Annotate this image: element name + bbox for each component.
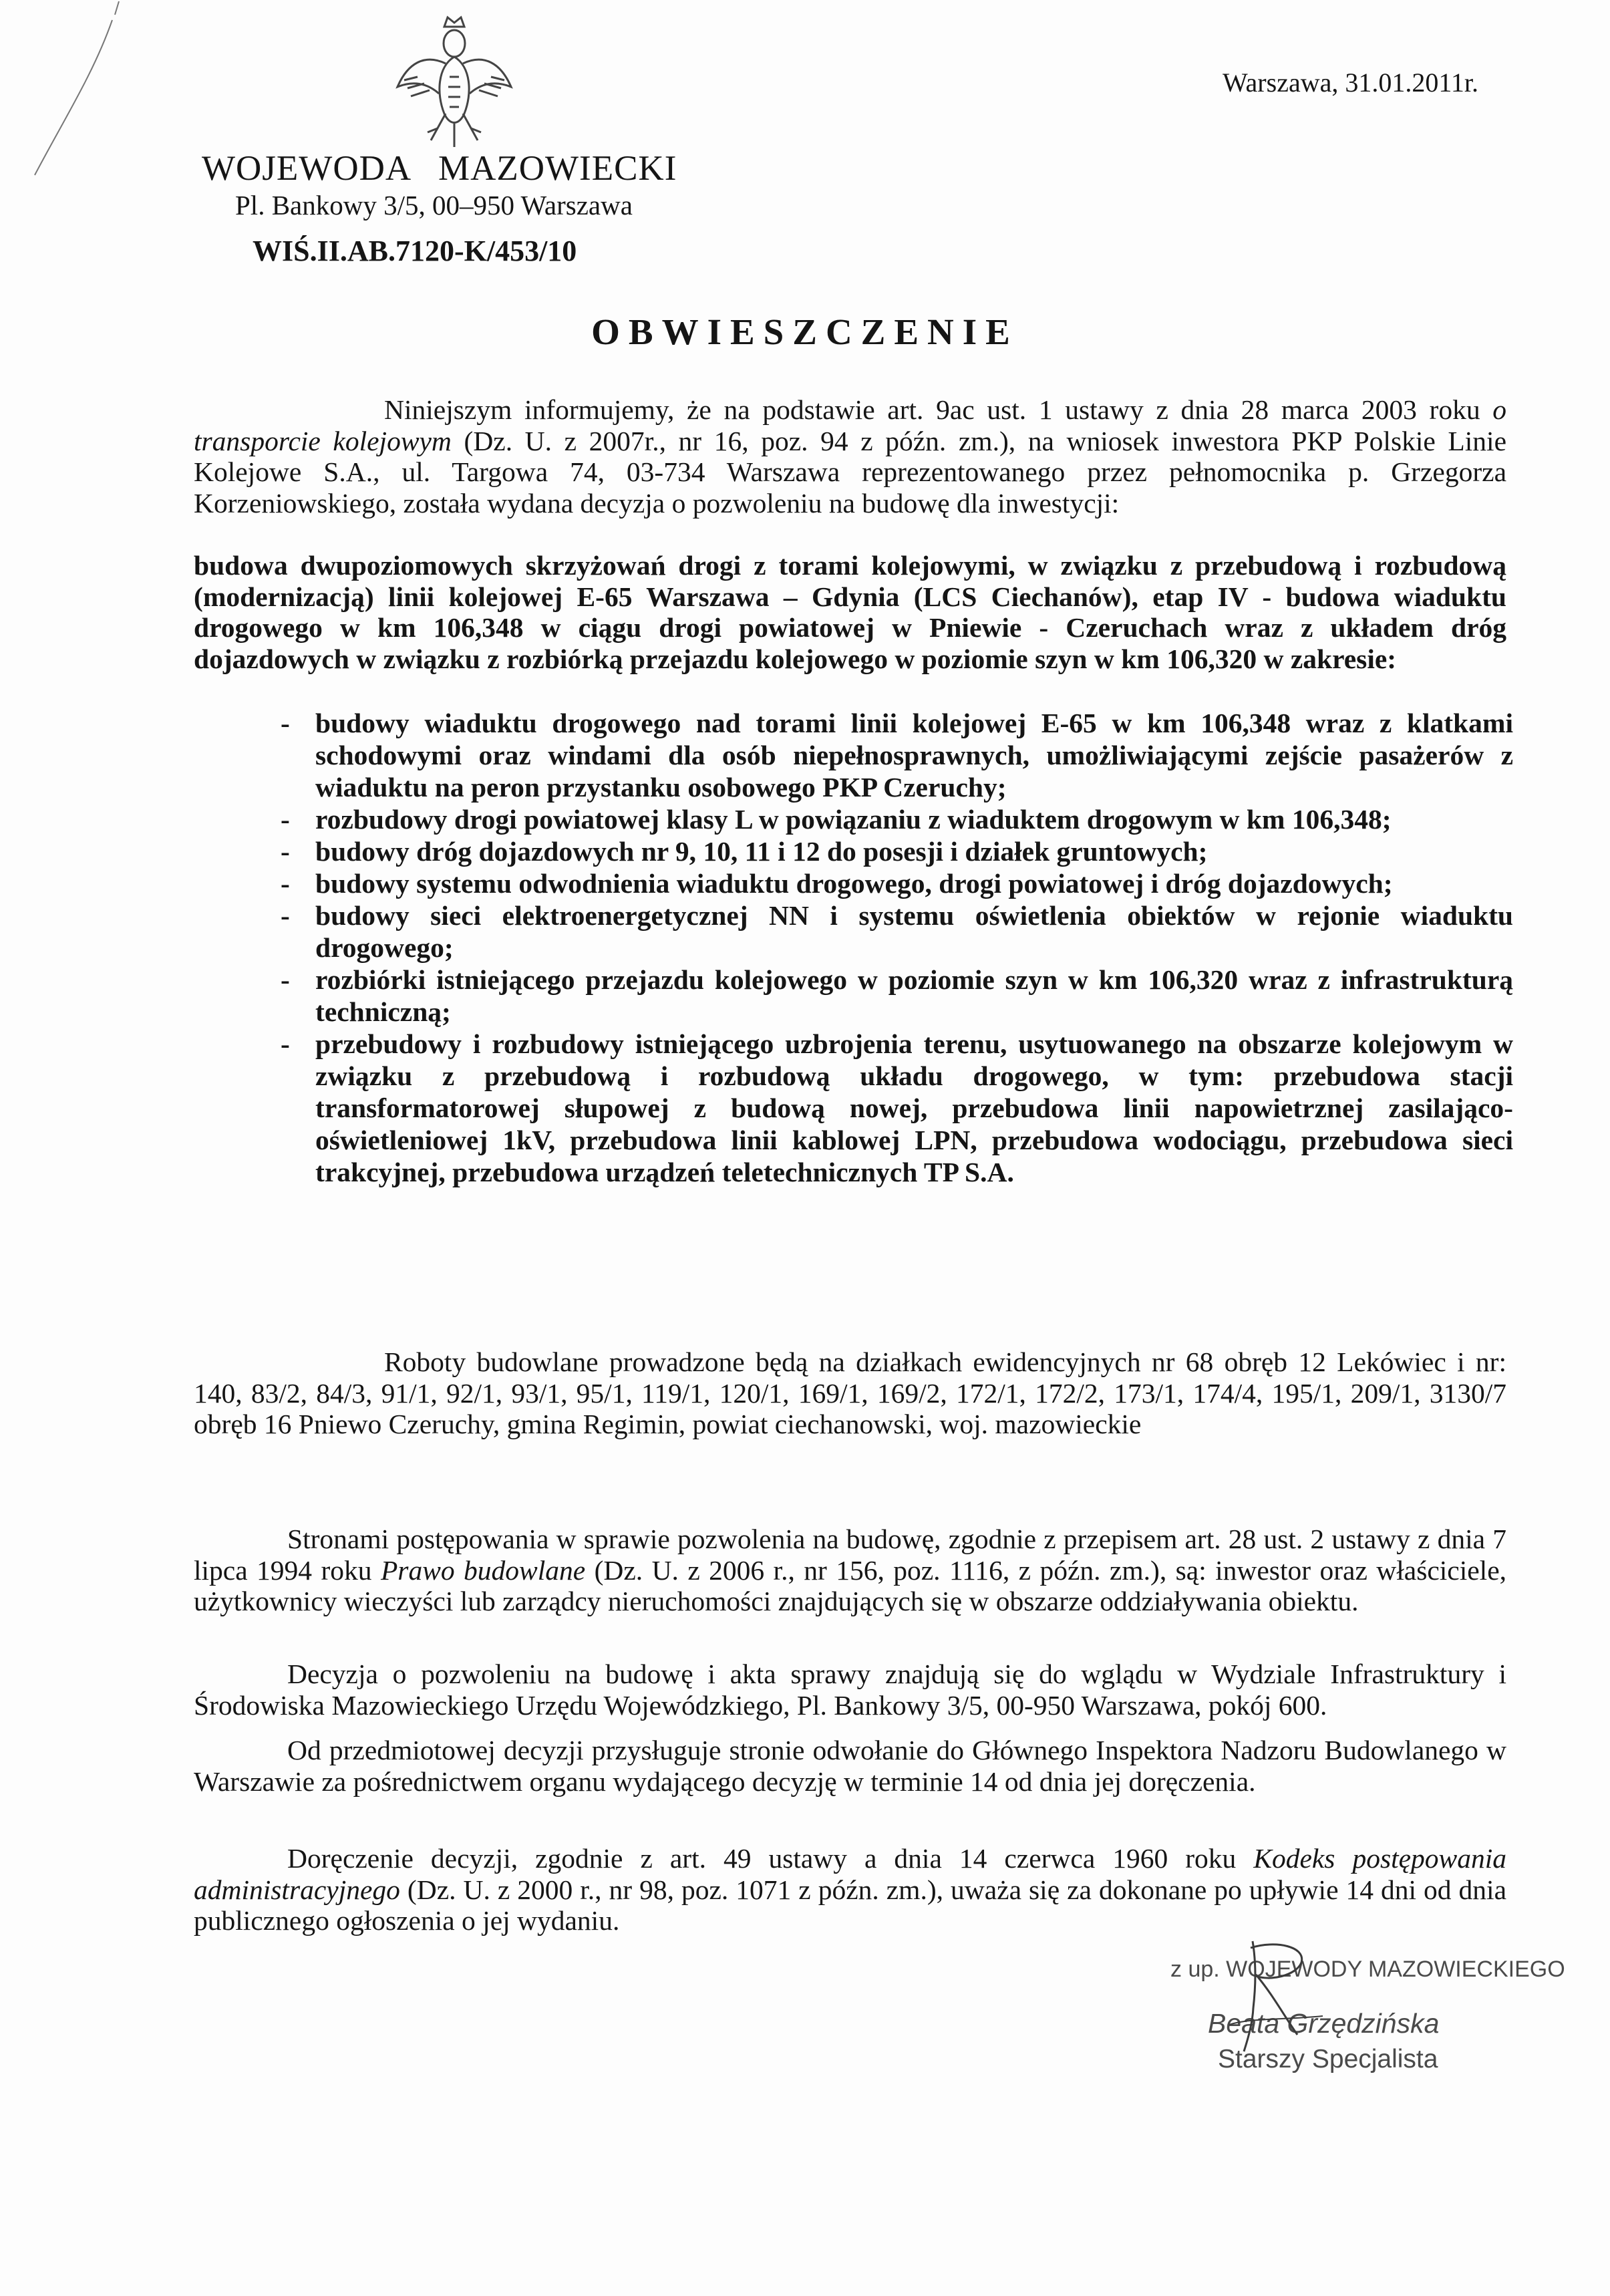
list-item: - przebudowy i rozbudowy istniejącego uzbrojenia terenu, usytuowanego na obszarze kolejowym w związku z przebudową i rozbudową układu drogowego, w tym: przebudowa stacji transformatorowej słupowej z budową nowej, przebudowa linii napowietrznej zasilająco-oświetleniowej 1kV, przebudowa linii kablowej LPN, przebudowa wodociągu, przebudowa sieci trakcyjnej, przebudowa urządzeń teletechnicznych TP S.A. [281, 1028, 1513, 1187]
scope-items-list [281, 707, 1513, 1188]
construction-plots-paragraph: Roboty budowlane prowadzone będą na działkach ewidencyjnych nr 68 obręb 12 Lekówiec i nr: 140, 83/2, 84/3, 91/1, 92/1, 93/1, 95/1, 119/1, 120/1, 169/1, 169/2, 172/1, 172/2, 173/1, 174/4, 195/1, 209/1, 3130/7 obręb 16 Pniewo Czeruchy, gmina Regimin, powiat ciechanowski, woj. mazowieckie [194, 1346, 1506, 1439]
document-date: Warszawa, 31.01.2011r. [1223, 67, 1478, 98]
list-item: - budowy wiaduktu drogowego nad torami linii kolejowej E-65 w km 106,348 wraz z klatkami schodowymi oraz windami dla osób niepełnosprawnych, umożliwiającymi zejście pasażerów z wiaduktu na peron przystanku osobowego PKP Czeruchy; [281, 708, 1513, 803]
list-item: - budowy dróg dojazdowych nr 9, 10, 11 i 12 do posesji i działek gruntowych; [281, 836, 1208, 867]
intro-paragraph: Niniejszym informujemy, że na podstawie art. 9ac ust. 1 ustawy z dnia 28 marca 2003 roku o transporcie kolejowym (Dz. U. z 2007r., nr 16, poz. 94 z późn. zm.), na wniosek inwestora PKP Polskie Linie Kolejowe S.A., ul. Targowa 74, 03-734 Warszawa reprezentowanego przez pełnomocnika p. Grzegorza Korzeniowskiego, została wydana decyzja o pozwoleniu na budowę dla inwestycji: [194, 394, 1507, 519]
stamp-authorization-line: z up. WOJEWODY MAZOWIECKIEGO [1170, 1957, 1565, 1982]
issuing-authority: WOJEWODA MAZOWIECKI [202, 149, 677, 188]
margin-pen-mark [0, 0, 134, 180]
stamp-name-line: Beata Grzędzińska [1208, 2008, 1440, 2039]
handwritten-signature [1189, 1934, 1403, 2068]
investment-scope: budowa dwupoziomowych skrzyżowań drogi z torami kolejowymi, w związku z przebudową i rozbudową (modernizacją) linii kolejowej E-65 Warszawa – Gdynia (LCS Ciechanów), etap IV - budowa wiaduktu drogowego w km 106,348 w ciągu drogi powiatowej w Pniewie - Czeruchach wraz z układem dróg dojazdowych w związku z rozbiórką przejazdu kolejowego w poziomie szyn w km 106,320 w zakresie: [194, 550, 1506, 674]
authority-address: Pl. Bankowy 3/5, 00–950 Warszawa [235, 190, 633, 221]
case-reference: WIŚ.II.AB.7120-K/453/10 [253, 235, 577, 267]
delivery-paragraph: Doręczenie decyzji, zgodnie z art. 49 ustawy a dnia 14 czerwca 1960 roku Kodeks postępowania administracyjnego (Dz. U. z 2000 r., nr 98, poz. 1071 z późn. zm.), uważa się za dokonane po upływie 14 dni od dnia publicznego ogłoszenia o jej wydaniu. [194, 1843, 1506, 1936]
list-item: - budowy systemu odwodnienia wiaduktu drogowego, drogi powiatowej i dróg dojazdowych; [281, 868, 1393, 899]
appeal-paragraph: Od przedmiotowej decyzji przysługuje stronie odwołanie do Głównego Inspektora Nadzoru Budowlanego w Warszawie za pośrednictwem organu wydającego decyzję w terminie 14 od dnia jej doręczenia. [194, 1735, 1506, 1797]
list-item: - rozbudowy drogi powiatowej klasy L w powiązaniu z wiaduktem drogowym w km 106,348; [281, 804, 1392, 835]
stamp-position-line: Starszy Specjalista [1218, 2045, 1438, 2073]
parties-paragraph: Stronami postępowania w sprawie pozwolenia na budowę, zgodnie z przepisem art. 28 ust. 2 ustawy z dnia 7 lipca 1994 roku Prawo budowlane (Dz. U. z 2006 r., nr 156, poz. 1116, z późn. zm.), są: inwestor oraz właściciele, użytkownicy wieczyści lub zarządcy nieruchomości znajdujących się w obszarze oddziaływania obiektu. [194, 1524, 1506, 1616]
case-files-paragraph: Decyzja o pozwoleniu na budowę i akta sprawy znajdują się do wglądu w Wydziale Infrastruktury i Środowiska Mazowieckiego Urzędu Wojewódzkiego, Pl. Bankowy 3/5, 00-950 Warszawa, pokój 600. [194, 1659, 1506, 1721]
list-item: - rozbiórki istniejącego przejazdu kolejowego w poziomie szyn w km 106,320 wraz z infrastrukturą techniczną; [281, 964, 1513, 1027]
polish-eagle-emblem-icon [391, 13, 518, 154]
document-title: OBWIESZCZENIE [591, 311, 1019, 352]
list-item: - budowy sieci elektroenergetycznej NN i systemu oświetlenia obiektów w rejonie wiaduktu drogowego; [281, 900, 1513, 963]
